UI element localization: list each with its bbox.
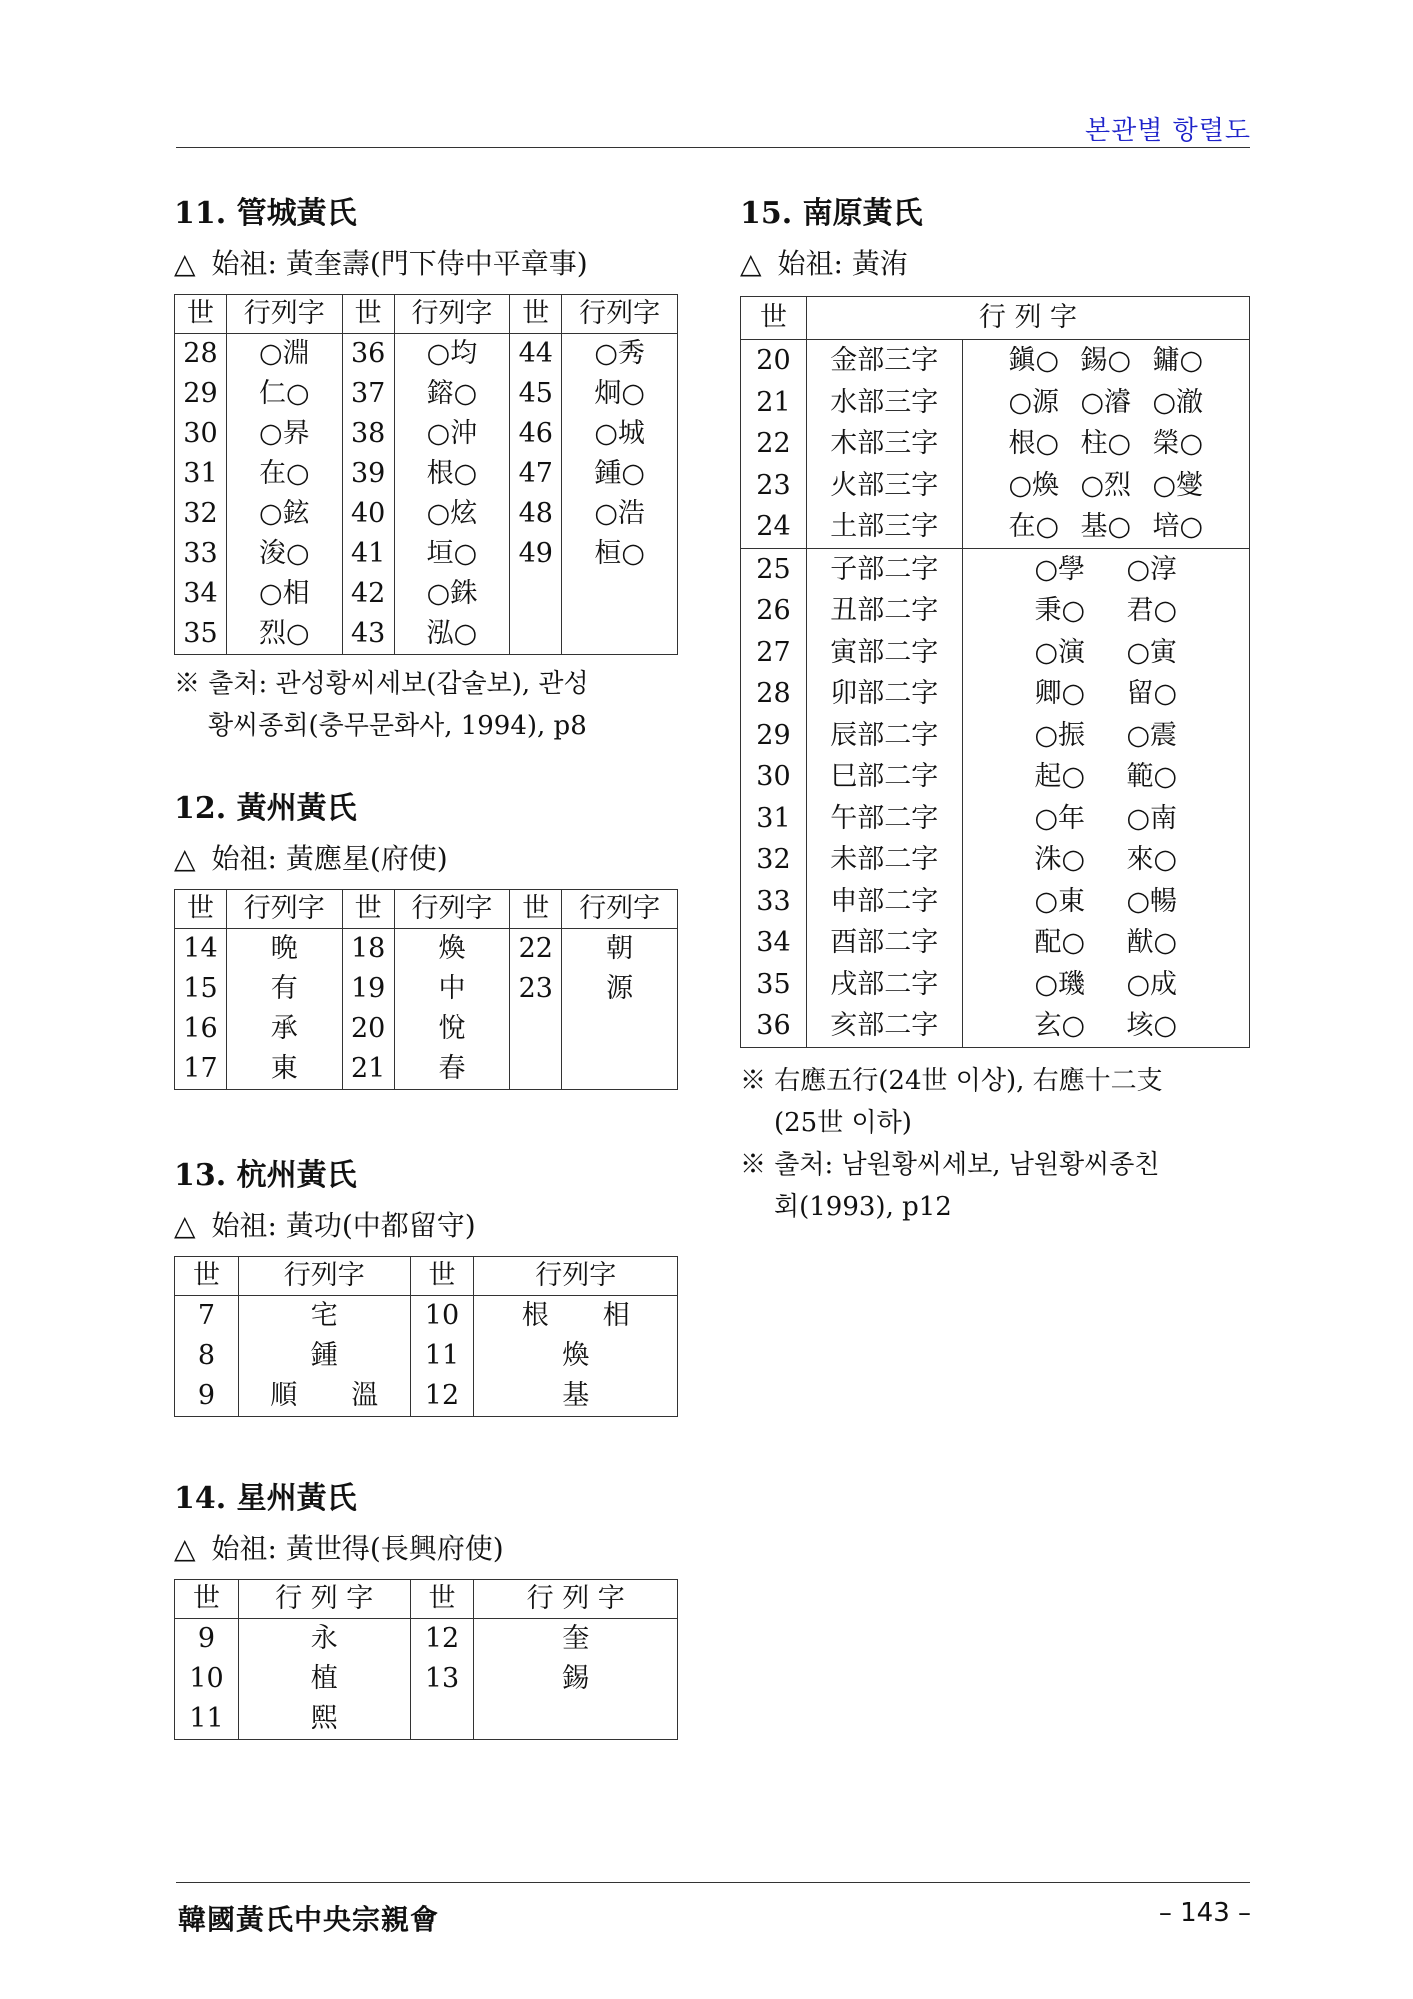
right-column [740,190,1260,1228]
header-cell: 世 [342,295,394,334]
generation-cell: 28 [175,334,227,375]
header-cell: 世 [510,890,562,929]
header-cell: 行列字 [238,1257,410,1296]
generation-cell: 42 [342,574,394,614]
generation-cell: 21 [741,382,807,424]
generation-cell: 36 [342,334,394,375]
generation-table [174,889,678,1090]
character: 猷○ [1126,927,1178,958]
generation-cell: 38 [342,414,394,454]
generation-cell: 19 [342,969,394,1009]
generation-cell: 9 [175,1376,239,1417]
section-title: 14. 星州黃氏 [174,1481,357,1516]
generation-cell: 20 [741,340,807,382]
generation-cell [510,1009,562,1049]
generation-cell: 21 [342,1049,394,1090]
founder-line [174,1200,694,1252]
generation-cell: 30 [175,414,227,454]
generation-cell: 22 [741,423,807,465]
character: 來○ [1126,844,1178,875]
header-cell: 行列字 [562,295,678,334]
character-cell: ○淵 [226,334,342,375]
character-cell [962,1005,1249,1047]
character: ○寅 [1126,636,1178,668]
header-cell: 世 [175,1580,239,1619]
character: 錫○ [1080,345,1132,376]
triangle-icon: △ [174,1209,196,1242]
table-row [741,590,1250,632]
generation-cell: 10 [175,1659,239,1699]
table-row [741,1005,1250,1047]
table-row [175,1376,678,1417]
table-row [175,414,678,454]
character-cell: 東 [226,1049,342,1090]
character-cell: 浚○ [226,534,342,574]
character-cell [474,1699,678,1740]
triangle-icon: △ [174,247,196,280]
character-cell [962,756,1249,798]
founder-line [174,833,694,885]
character: ○學 [1034,553,1086,585]
founder-text: 始祖: 黃世得(長興府使) [211,1532,504,1565]
character-cell [962,839,1249,881]
character-cell: 順 溫 [238,1376,410,1417]
character: 配○ [1034,927,1086,958]
generation-cell: 12 [410,1619,474,1660]
founder-text: 始祖: 黃應星(府使) [211,842,448,875]
section-13 [174,1152,694,1417]
character-cell: 朝 [562,929,678,970]
character-cell [962,798,1249,840]
table-row [175,534,678,574]
generation-cell: 36 [741,1005,807,1047]
element-cell: 土部三字 [806,506,962,548]
character: ○璣 [1034,968,1086,1000]
table-header-row [175,1580,678,1619]
generation-cell: 40 [342,494,394,534]
note-line: ※ 출처: 관성황씨세보(갑술보), 관성 [174,669,589,699]
character-cell: ○相 [226,574,342,614]
generation-cell: 46 [510,414,562,454]
character-cell [562,574,678,614]
character-cell: 桓○ [562,534,678,574]
character: 培○ [1152,511,1204,542]
section-14 [174,1475,694,1740]
character-cell [962,922,1249,964]
generation-cell: 14 [175,929,227,970]
founder-line [740,238,1260,290]
character-cell [962,673,1249,715]
generation-cell: 18 [342,929,394,970]
character: 卿○ [1034,678,1086,709]
character: ○燮 [1152,469,1204,501]
generation-cell: 15 [175,969,227,1009]
generation-cell: 35 [175,614,227,655]
character-cell: 晩 [226,929,342,970]
table-row [175,969,678,1009]
character-cell [962,881,1249,923]
character-cell: 宅 [238,1296,410,1337]
generation-cell: 20 [342,1009,394,1049]
table-row [741,922,1250,964]
character-cell: 中 [394,969,510,1009]
branch-cell: 午部二字 [806,798,962,840]
character-cell [962,382,1249,424]
generation-cell: 31 [175,454,227,494]
branch-cell: 子部二字 [806,548,962,590]
table-row [175,574,678,614]
character-cell: ○鉉 [226,494,342,534]
generation-cell: 30 [741,756,807,798]
character-cell [962,340,1249,382]
founder-text: 始祖: 黃洧 [777,247,908,280]
generation-cell: 37 [342,374,394,414]
page-number: – 143 – [1158,1898,1251,1928]
namwon-generation-table [740,296,1250,1048]
table-row [741,964,1250,1006]
table-row [175,494,678,534]
generation-cell: 8 [175,1336,239,1376]
character-cell: ○昦 [226,414,342,454]
character-cell [562,1009,678,1049]
branch-cell: 亥部二字 [806,1005,962,1047]
character-cell: 源 [562,969,678,1009]
character-cell: 鍾 [238,1336,410,1376]
note-line: 황씨종회(충무문화사, 1994), p8 [208,711,587,741]
character: ○澈 [1152,386,1204,418]
character-cell: 烈○ [226,614,342,655]
character: ○東 [1034,885,1086,917]
header-cell: 行 列 字 [238,1580,410,1619]
header-cell: 行列字 [394,890,510,929]
generation-cell: 9 [175,1619,239,1660]
character: ○源 [1008,386,1060,418]
element-cell: 木部三字 [806,423,962,465]
generation-cell: 25 [741,548,807,590]
branch-cell: 未部二字 [806,839,962,881]
table-row [741,632,1250,674]
character: 榮○ [1152,428,1204,459]
character-cell [962,632,1249,674]
footer-organization: 韓國黃氏中央宗親會 [178,1903,440,1936]
character-cell [962,964,1249,1006]
character-cell: 植 [238,1659,410,1699]
generation-cell: 45 [510,374,562,414]
table-row [175,1009,678,1049]
character: 根○ [1008,428,1060,459]
generation-cell: 34 [175,574,227,614]
character-cell [962,715,1249,757]
character: 君○ [1126,595,1178,626]
table-row [741,506,1250,548]
founder-line [174,1523,694,1575]
character: ○成 [1126,968,1178,1000]
table-row [741,465,1250,507]
table-row [175,1699,678,1740]
character-cell: 奎 [474,1619,678,1660]
generation-cell: 48 [510,494,562,534]
generation-cell: 23 [510,969,562,1009]
character: 起○ [1034,761,1086,792]
table-row [741,798,1250,840]
header-cell: 世 [510,295,562,334]
header-cell: 世 [410,1257,474,1296]
character-cell: ○炫 [394,494,510,534]
header-cell: 行 列 字 [806,297,1249,340]
generation-table [174,1579,678,1740]
character-cell: ○沖 [394,414,510,454]
header-cell: 世 [342,890,394,929]
branch-cell: 丑部二字 [806,590,962,632]
founder-text: 始祖: 黃奎壽(門下侍中平章事) [211,247,588,280]
table-row [175,1619,678,1660]
character: ○年 [1034,802,1086,834]
table-row [175,1659,678,1699]
table-row [175,1049,678,1090]
section-title: 13. 杭州黃氏 [174,1158,357,1193]
generation-cell: 10 [410,1296,474,1337]
founder-line [174,238,694,290]
table-row [741,715,1250,757]
table-row [741,756,1250,798]
character: ○濬 [1080,386,1132,418]
generation-cell: 7 [175,1296,239,1337]
generation-cell [510,614,562,655]
generation-table [174,1256,678,1417]
branch-cell: 巳部二字 [806,756,962,798]
generation-cell: 43 [342,614,394,655]
branch-cell: 辰部二字 [806,715,962,757]
header-cell: 行列字 [394,295,510,334]
generation-cell: 31 [741,798,807,840]
note-line: ※ 右應五行(24世 이상), 右應十二支 [740,1065,1163,1096]
generation-cell: 41 [342,534,394,574]
table-row [741,881,1250,923]
triangle-icon: △ [740,247,762,280]
source-note [174,663,694,747]
header-rule [176,147,1250,148]
branch-cell: 酉部二字 [806,922,962,964]
character-cell: ○銖 [394,574,510,614]
header-cell: 行列字 [562,890,678,929]
generation-table [174,294,678,655]
character: 範○ [1126,761,1178,792]
character: ○南 [1126,802,1178,834]
character: ○震 [1126,719,1178,751]
character-cell [562,614,678,655]
generation-cell: 24 [741,506,807,548]
table-row [175,374,678,414]
character-cell: 鎔○ [394,374,510,414]
branch-cell: 戌部二字 [806,964,962,1006]
branch-cell: 寅部二字 [806,632,962,674]
generation-cell: 29 [175,374,227,414]
character-cell: 基 [474,1376,678,1417]
footer-rule [176,1882,1250,1883]
header-cell: 行 列 字 [474,1580,678,1619]
character-cell: 承 [226,1009,342,1049]
generation-cell: 16 [175,1009,227,1049]
note-line: ※ 출처: 남원황씨세보, 남원황씨종친 [740,1149,1160,1180]
generation-cell: 32 [741,839,807,881]
running-header: 본관별 항렬도 [1085,116,1251,146]
character: ○暢 [1126,885,1178,917]
note-line: 회(1993), p12 [774,1191,952,1222]
character-cell: 根○ [394,454,510,494]
generation-cell: 44 [510,334,562,375]
table-row [741,548,1250,590]
character: 留○ [1126,678,1178,709]
character-cell: 有 [226,969,342,1009]
note-line: (25世 이하) [774,1107,912,1138]
triangle-icon: △ [174,1532,196,1565]
generation-cell: 32 [175,494,227,534]
generation-cell: 35 [741,964,807,1006]
header-cell: 世 [175,295,227,334]
generation-cell: 33 [741,881,807,923]
table-row [175,929,678,970]
element-cell: 火部三字 [806,465,962,507]
generation-cell: 22 [510,929,562,970]
table-row [175,1336,678,1376]
character-cell: 仁○ [226,374,342,414]
character-cell: 悅 [394,1009,510,1049]
generation-cell: 12 [410,1376,474,1417]
table-header-row [175,295,678,334]
character-cell: 煥 [394,929,510,970]
character: ○烈 [1080,469,1132,501]
character-cell [962,506,1249,548]
table-row [741,382,1250,424]
table-row [175,454,678,494]
generation-cell: 13 [410,1659,474,1699]
character: 玄○ [1034,1010,1086,1041]
header-cell: 行列字 [226,295,342,334]
header-cell: 世 [175,1257,239,1296]
founder-text: 始祖: 黃功(中都留守) [211,1209,476,1242]
generation-cell [510,1049,562,1090]
generation-cell: 11 [175,1699,239,1740]
scheme-note [740,1060,1260,1228]
generation-cell: 34 [741,922,807,964]
character-cell [962,590,1249,632]
character-cell: 根 相 [474,1296,678,1337]
generation-cell: 47 [510,454,562,494]
generation-cell [510,574,562,614]
generation-cell: 49 [510,534,562,574]
generation-cell: 27 [741,632,807,674]
character-cell: ○秀 [562,334,678,375]
character: 鎭○ [1008,345,1060,376]
table-header-row [175,890,678,929]
element-cell: 金部三字 [806,340,962,382]
character-cell: 錫 [474,1659,678,1699]
generation-cell: 26 [741,590,807,632]
character: 洙○ [1034,844,1086,875]
table-row [175,334,678,375]
table-row [175,614,678,655]
character: ○淳 [1126,553,1178,585]
section-title: 12. 黃州黃氏 [174,791,357,826]
header-cell: 行列字 [474,1257,678,1296]
generation-cell [410,1699,474,1740]
character-cell [562,1049,678,1090]
table-row [175,1296,678,1337]
table-row [741,673,1250,715]
character: 秉○ [1034,595,1086,626]
character-cell: ○浩 [562,494,678,534]
generation-cell: 11 [410,1336,474,1376]
character-cell: 泓○ [394,614,510,655]
character: 基○ [1080,511,1132,542]
section-11 [174,190,694,747]
character-cell: 在○ [226,454,342,494]
character: ○振 [1034,719,1086,751]
section-title: 11. 管城黃氏 [174,196,357,231]
character: 垓○ [1126,1010,1178,1041]
character-cell: ○均 [394,334,510,375]
generation-cell: 28 [741,673,807,715]
header-cell: 世 [741,297,807,340]
table-row [741,423,1250,465]
character-cell [962,465,1249,507]
character: 在○ [1008,511,1060,542]
character-cell: 鍾○ [562,454,678,494]
table-row [741,340,1250,382]
character: 鏞○ [1152,345,1204,376]
header-cell: 世 [410,1580,474,1619]
generation-cell: 39 [342,454,394,494]
header-cell: 世 [175,890,227,929]
character-cell [962,423,1249,465]
generation-cell: 17 [175,1049,227,1090]
section-title: 15. 南原黃氏 [740,196,923,231]
header-cell: 行列字 [226,890,342,929]
generation-cell: 33 [175,534,227,574]
left-column [174,190,694,1740]
triangle-icon: △ [174,842,196,875]
section-12 [174,785,694,1090]
branch-cell: 卯部二字 [806,673,962,715]
table-header-row [741,297,1250,340]
table-header-row [175,1257,678,1296]
character-cell: ○城 [562,414,678,454]
element-cell: 水部三字 [806,382,962,424]
character-cell: 熙 [238,1699,410,1740]
generation-cell: 23 [741,465,807,507]
branch-cell: 申部二字 [806,881,962,923]
character-cell: 垣○ [394,534,510,574]
character: ○演 [1034,636,1086,668]
character: 柱○ [1080,428,1132,459]
character-cell: 炯○ [562,374,678,414]
character-cell [962,548,1249,590]
generation-cell: 29 [741,715,807,757]
character: ○煥 [1008,469,1060,501]
character-cell: 煥 [474,1336,678,1376]
section-15 [740,190,1260,1228]
character-cell: 永 [238,1619,410,1660]
character-cell: 春 [394,1049,510,1090]
table-row [741,839,1250,881]
